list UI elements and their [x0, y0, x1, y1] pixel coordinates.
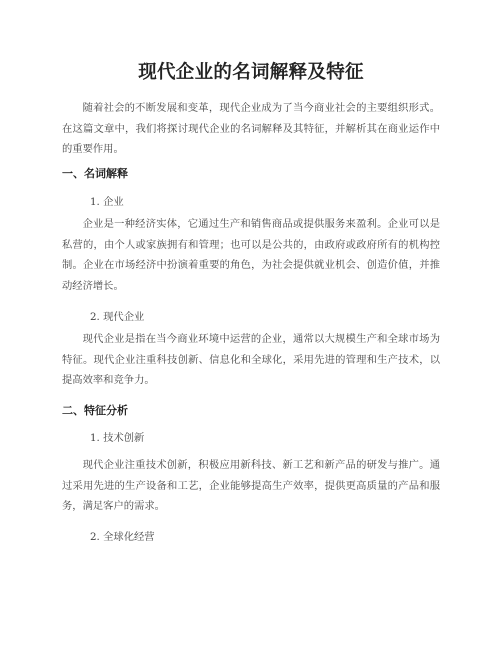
subheading-modern-enterprise: 2. 现代企业 [90, 311, 145, 323]
subheading-enterprise: 1. 企业 [90, 196, 124, 208]
paragraph-modern-enterprise: 现代企业是指在当今商业环境中运营的企业，通常以大规模生产和全球市场为特征。现代企业注重科技创新、信息化和全球化，采用先进的管理和生产技术，以提高效率和竞争力。 [62, 333, 440, 386]
section-heading-definitions: 一、名词解释 [62, 167, 128, 180]
paragraph-tech-innovation: 现代企业注重技术创新，积极应用新科技、新工艺和新产品的研发与推广。通过采用先进的生产设备和工艺，企业能够提高生产效率，提供更高质量的产品和服务，满足客户的需求。 [62, 459, 440, 512]
intro-paragraph: 随着社会的不断发展和变革，现代企业成为了当今商业社会的主要组织形式。在这篇文章中，我们将探讨现代企业的名词解释及其特征，并解析其在商业运作中的重要作用。 [62, 102, 440, 155]
subheading-globalization: 2. 全球化经营 [90, 531, 155, 543]
paragraph-enterprise: 企业是一种经济实体，它通过生产和销售商品或提供服务来盈利。企业可以是私营的，由个人或家族拥有和管理；也可以是公共的，由政府或政府所有的机构控制。企业在市场经济中扮演着重要的角色，为社会提供就业机会、创造价值，并推动经济增长。 [62, 218, 440, 292]
subheading-tech-innovation: 1. 技术创新 [90, 432, 145, 444]
document-title: 现代企业的名词解释及特征 [138, 62, 364, 83]
section-heading-features: 二、特征分析 [62, 404, 128, 417]
